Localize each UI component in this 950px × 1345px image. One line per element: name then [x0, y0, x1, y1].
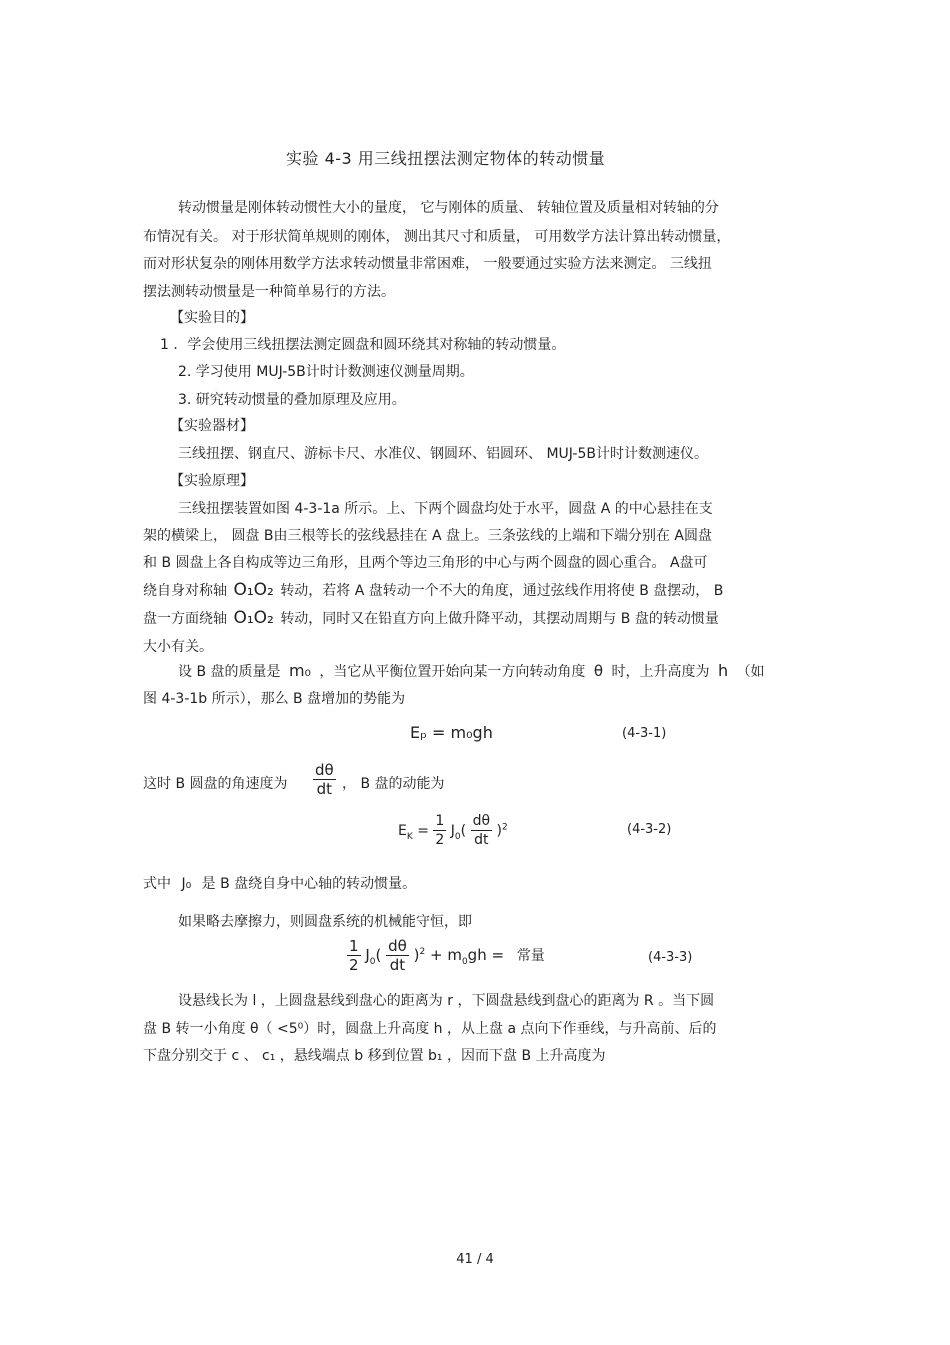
equation-2-number: (4-3-2) [627, 822, 672, 837]
eq3-num: dθ [388, 937, 407, 955]
symbol-j0: J₀ [181, 876, 192, 892]
principle-heading: 【实验原理】 [170, 473, 254, 489]
purpose-heading: 【实验目的】 [170, 310, 254, 326]
principle-line-13: 盘 B 转一小角度 θ（ <5⁰）时，圆盘上升高度 h ，从上盘 a 点向下作垂线，与升高前、后的 [143, 1021, 717, 1037]
principle-line-10 [143, 873, 416, 893]
text-rise: 时，上升高度为 [611, 664, 710, 680]
principle-line-11: 如果略去摩擦力，则圆盘系统的机械能守恒，即 [178, 914, 472, 930]
principle-line-4a: 绕自身对称轴 [143, 583, 227, 599]
principle-line-4b: 转动，若将 A 盘转动一个不大的角度，通过弦线作用将使 B 盘摆动， B [280, 583, 724, 599]
equipment-text: 三线扭摆、钢直尺、游标卡尺、水准仪、钢圆环、铝圆环、 MUJ-5B计时计数测速仪。 [178, 446, 708, 462]
text-where: 式中 [143, 876, 171, 892]
principle-line-5 [143, 608, 719, 628]
principle-line-5b: 转动，同时又在铅直方向上做升降平动，其摆动周期与 B 盘的转动惯量 [280, 611, 719, 627]
text-paren: （如 [736, 664, 765, 680]
equipment-heading: 【实验器材】 [170, 418, 254, 434]
fraction-num: dθ [315, 761, 334, 779]
axis-symbol: O₁O₂ [233, 580, 274, 600]
principle-line-12: 设悬线长为 l ，上圆盘悬线到盘心的距离为 r ，下圆盘悬线到盘心的距离为 R 。当下圆 [178, 993, 715, 1009]
principle-line-7 [178, 661, 765, 681]
principle-line-14: 下盘分别交于 c 、 c₁ ，悬线端点 b 移到位置 b₁ ，因而下盘 B 上升高度为 [143, 1048, 606, 1064]
purpose-item-3: 3. 研究转动惯量的叠加原理及应用。 [178, 392, 406, 408]
intro-line-2: 布情况有关。 对于形状简单规则的刚体， 测出其尺寸和质量， 可用数学方法计算出转动惯量， [143, 229, 731, 245]
page-number: 41 / 4 [456, 1252, 494, 1267]
eq3-constant: 常量 [516, 948, 545, 964]
principle-line-4 [143, 580, 723, 600]
axis-symbol-2: O₁O₂ [233, 608, 274, 628]
principle-line-9a: 这时 B 圆盘的角速度为 [143, 776, 288, 792]
symbol-m0: m₀ [288, 661, 311, 680]
equation-3-number: (4-3-3) [648, 950, 693, 965]
angular-velocity-fraction [313, 761, 336, 798]
eq3-den: dt [389, 956, 406, 974]
purpose-item-1: 1 ．学会使用三线扭摆法测定圆盘和圆环绕其对称轴的转动惯量。 [160, 337, 566, 353]
principle-line-2: 架的横梁上， 圆盘 B由三根等长的弦线悬挂在 A 盘上。三条弦线的上端和下端分别在 A圆盘 [143, 528, 713, 544]
symbol-h: h [717, 661, 729, 680]
eq2-den: dt [474, 832, 489, 848]
intro-line-4: 摆法测转动惯量是一种简单易行的方法。 [143, 284, 395, 300]
text-j0-desc: 是 B 盘绕自身中心轴的转动惯量。 [201, 876, 417, 892]
principle-line-9b: ， B 盘的动能为 [342, 776, 445, 792]
page-title: 实验 4-3 用三线扭摆法测定物体的转动惯量 [286, 149, 606, 168]
intro-line-3: 而对形状复杂的刚体用数学方法求转动惯量非常困难， 一般要通过实验方法来测定。 三线扭 [143, 256, 712, 272]
text-rotate: ，当它从平衡位置开始向某一方向转动角度 [319, 664, 586, 680]
equation-1: Eₚ = m₀gh [410, 723, 493, 742]
equation-1-number: (4-3-1) [622, 726, 667, 741]
fraction-den: dt [316, 780, 333, 798]
principle-line-5a: 盘一方面绕轴 [143, 611, 227, 627]
principle-line-6: 大小有关。 [143, 639, 213, 655]
symbol-theta: θ [593, 662, 604, 680]
equation-3: $\frac{1}{2}$ $J_0$( $\frac{d\theta}{dt}$ )$^2 + m_0gh$ = 常量 [349, 937, 545, 974]
principle-line-8: 图 4-3-1b 所示），那么 B 盘增加的势能为 [143, 691, 406, 707]
intro-line-1: 转动惯量是刚体转动惯性大小的量度， 它与刚体的质量、 转轴位置及质量相对转轴的分 [178, 200, 719, 216]
equation-2: $E_K$ = $\frac{1}{2}$ $J_0$( $\frac{d\theta}{dt}$ )$^2$ [398, 813, 508, 848]
principle-line-1: 三线扭摆装置如图 4-3-1a 所示。上、下两个圆盘均处于水平，圆盘 A 的中心悬挂在支 [178, 501, 713, 517]
text-b-mass: 设 B 盘的质量是 [178, 664, 281, 680]
eq2-num: dθ [472, 813, 491, 829]
purpose-item-2: 2. 学习使用 MUJ-5B计时计数测速仪测量周期。 [178, 364, 474, 380]
principle-line-3: 和 B 圆盘上各自构成等边三角形，且两个等边三角形的中心与两个圆盘的圆心重合。 A盘可 [143, 555, 708, 571]
